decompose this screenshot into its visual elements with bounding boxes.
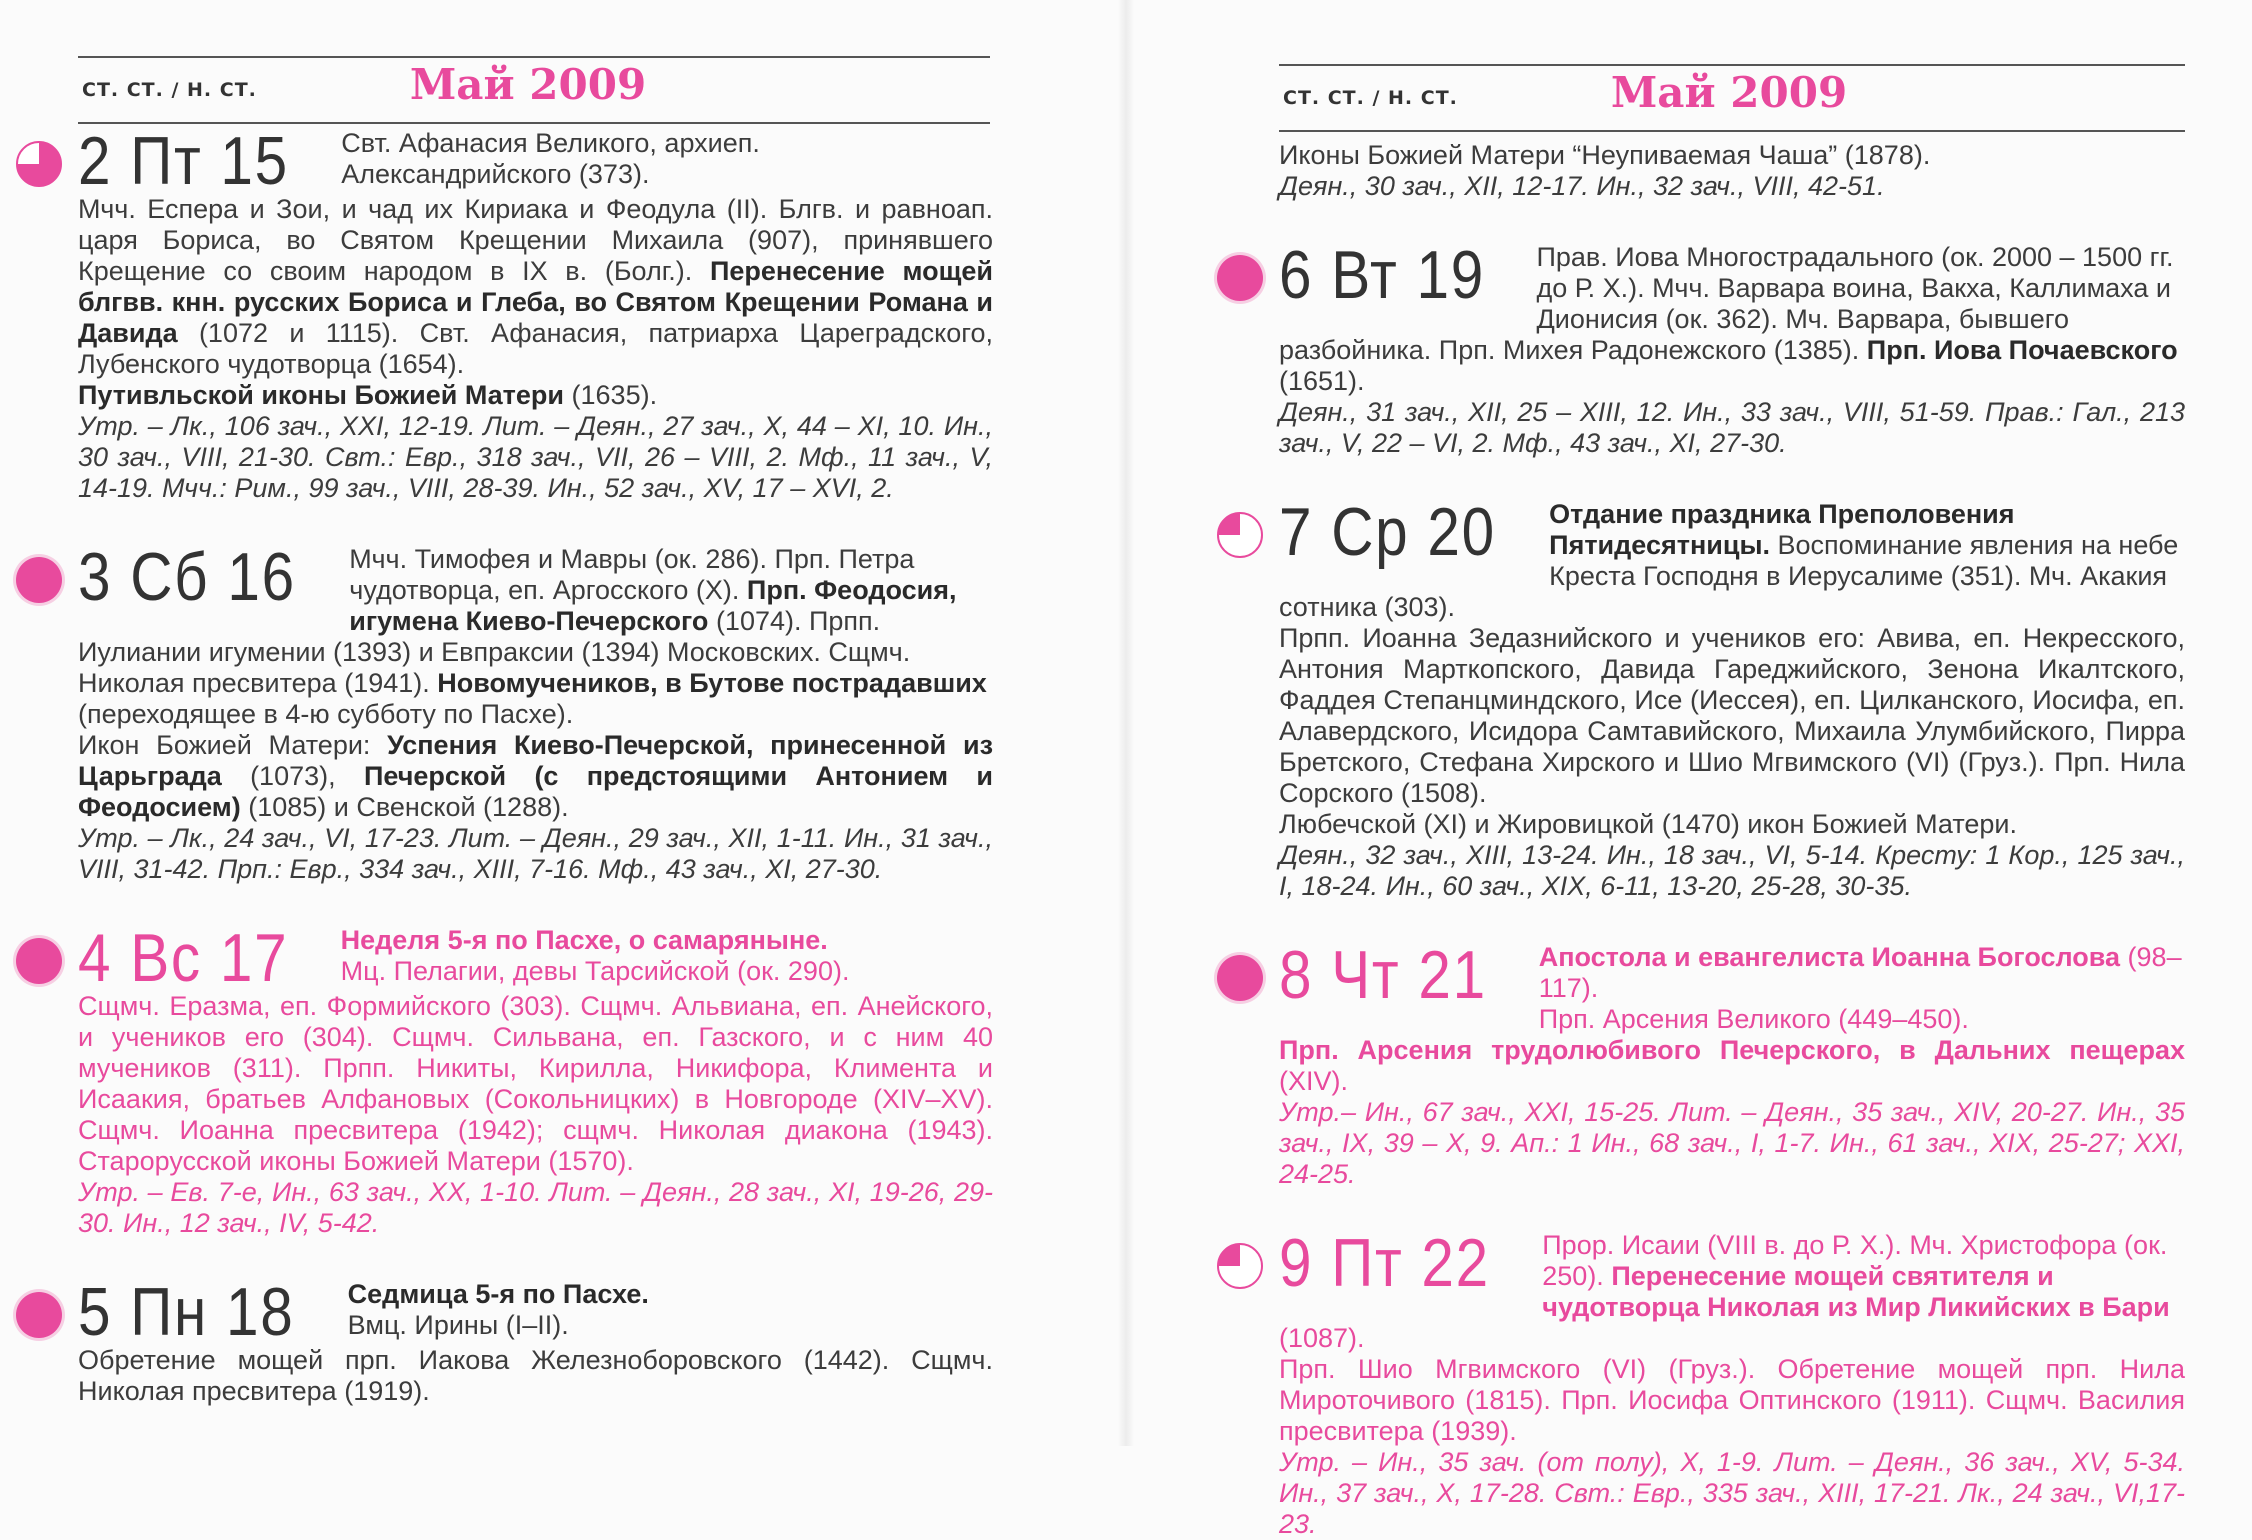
calendar-style-label: СТ. СТ. / Н. СТ. (82, 79, 257, 101)
day-text: Прпп. Иоанна Зедазнийского и учеников его: Авива, еп. Некресского, Антония Марткопского, Давида Гареджийского, Зенона Икалтского, Фаддея Степанцминдского, Исе (Иессея), еп. Цилканского, Иосифа, еп. Алавердского, Исидора Самтавийского, Михаила Улумбийского, Пирра Бретского, Стефана Хирского и Шио Мгвимского (VI) (Груз.). Прп. Нила Сорского (1508). (1279, 623, 2185, 808)
day-readings: Утр. – Ев. 7-е, Ин., 63 зач., XX, 1-10. Лит. – Деян., 28 зач., XI, 19-26, 29-30. Ин., 12 зач., IV, 5-42. (78, 1177, 993, 1238)
day-date: 8 Чт 21 (1279, 937, 1487, 1013)
text-span: Мчч. Тимофея и Мавры (ок. 286). Прп. Петра чудотворца, еп. Аргосского (X). (349, 544, 915, 605)
day-entry-5 (78, 1274, 993, 1407)
day-text (78, 194, 993, 380)
bold-span: Отдание праздника Преполовения Пятидесятницы. (1549, 499, 2015, 560)
page-header (1279, 64, 2185, 132)
text-span: Прав. Иова Многострадального (ок. 2000 – 1500 гг. до Р. Х.). Мчч. Варвара воина, Вакха, Каллимаха и Дионисия (ок. 362). Мч. Варвара, бывшего разбойника. Прп. Михея Радонежского (1385). (1279, 242, 2174, 365)
day-date: 7 Ср 20 (1279, 494, 1496, 570)
text-span: Мчч. Еспера и Зои, и чад их Кириака и Феодула (II). Блгв. и равноап. царя Бориса, во Святом Крещении Михаила (907), принявшего Крещение со своим народом в IX в. (Болг.). (78, 194, 993, 286)
bold-span: Апостола и евангелиста Иоанна Богослова (1538, 942, 2121, 972)
day-heading: Свт. Афанасия Великого, архиеп. Александрийского (373). (341, 128, 760, 189)
day-text: Прп. Шио Мгвимского (VI) (Груз.). Обретение мощей прп. Нила Мироточивого (1815). Прп. Иосифа Оптинского (1911). Сщмч. Василия пресвитера (1939). (1279, 1354, 2185, 1446)
bold-span: Перенесение мощей святителя и чудотворца Николая из Мир Ликийских в Бари (1542, 1261, 2170, 1322)
day-text: Обретение мощей прп. Иакова Железноборовского (1442). Сщмч. Николая пресвитера (1919). (78, 1345, 993, 1406)
text-span: (1073), (250, 761, 336, 791)
bold-span: Прп. Иова Почаевского (1866, 335, 2178, 365)
day-date: 5 Пн 18 (78, 1274, 295, 1350)
day-entry-2 (78, 123, 993, 504)
day-readings: Утр. – Лк., 24 зач., VI, 17-23. Лит. – Деян., 29 зач., XII, 1-11. Ин., 31 зач., VIII, 31-42. Прп.: Евр., 334 зач., XIII, 7-16. Мф., 43 зач., XI, 27-30. (78, 823, 993, 884)
day-readings: Утр. – Ин., 35 зач. (от полу), X, 1-9. Лит. – Деян., 36 зач., XV, 5-34. Ин., 37 зач., X, 17-28. Свт.: Евр., 335 зач., XIII, 17-21. Лк., 24 зач., VI,17-23. (1279, 1447, 2185, 1539)
left-page (0, 0, 1126, 1446)
text-span: Прор. Исаии (VIII в. до Р. Х.). Мч. Христофора (ок. 250). (1542, 1230, 2168, 1291)
day-text: Любечской (XI) и Жировицкой (1470) икон Божией Матери. (1279, 809, 2018, 839)
day-text: Иконы Божией Матери “Неупиваемая Чаша” (1878). (1279, 140, 1931, 170)
bold-span: Путивльской иконы Божией Матери (78, 380, 565, 410)
day-readings: Деян., 30 зач., XII, 12-17. Ин., 32 зач., VIII, 42-51. (1279, 171, 1885, 201)
moon-phase-icon (16, 141, 62, 187)
page-header (78, 56, 990, 124)
text-span: Вмц. Ирины (I–II). (347, 1310, 569, 1340)
day-entry-8 (1279, 937, 2185, 1190)
moon-phase-icon (1217, 1243, 1263, 1289)
text-span: (98–117). (1538, 942, 2182, 1003)
day-date: 2 Пт 15 (78, 123, 289, 199)
bold-span: Перенесение мощей блгвв. кнн. русских Бориса и Глеба, во Святом Крещении Романа и Давида (78, 256, 993, 348)
bold-span: Седмица 5-я по Пасхе. (347, 1279, 649, 1309)
day-entry-9 (1279, 1225, 2185, 1540)
day-readings: Деян., 32 зач., XIII, 13-24. Ин., 18 зач., VI, 5-14. Кресту: 1 Кор., 125 зач., I, 18-24. Ин., 60 зач., XIX, 6-11, 13-20, 25-28, 30-35. (1279, 840, 2185, 901)
moon-phase-icon (16, 1292, 62, 1338)
text-span: (1651). (1279, 366, 1365, 396)
day-date: 3 Сб 16 (78, 539, 296, 615)
day-readings: Утр. – Лк., 106 зач., XXI, 12-19. Лит. – Деян., 27 зач., X, 44 – XI, 10. Ин., 30 зач., VIII, 21-30. Свт.: Евр., 318 зач., VII, 26 – VIII, 2. Мф., 11 зач., V, 14-19. Мчч.: Рим., 99 зач., VIII, 28-39. Ин., 52 зач., XV, 17 – XVI, 2. (78, 411, 993, 503)
text-span: Прп. Арсения Великого (449–450). (1538, 1004, 1969, 1034)
day-text (1279, 1035, 2185, 1097)
bold-span: Новомучеников, в Бутове пострадавших (437, 668, 987, 698)
right-page (1126, 0, 2252, 1539)
moon-phase-icon (16, 938, 62, 984)
day-readings: Деян., 31 зач., XII, 25 – XIII, 12. Ин., 33 зач., VIII, 51-59. Прав.: Гал., 213 зач., V, 22 – VI, 2. Мф., 43 зач., XI, 27-30. (1279, 397, 2185, 458)
day-entry-5-continued (1279, 140, 2185, 202)
day-readings: Утр.– Ин., 67 зач., XXI, 15-25. Лит. – Деян., 35 зач., XIV, 20-27. Ин., 35 зач., IX, 39 – X, 9. Ап.: 1 Ин., 68 зач., I, 1-7. Ин., 61 зач., XIX, 25-27; XXI, 24-25. (1279, 1097, 2185, 1189)
text-span: (1085) и Свенской (1288). (248, 792, 569, 822)
day-date: 6 Вт 19 (1279, 237, 1485, 313)
day-date: 9 Пт 22 (1279, 1225, 1490, 1301)
entries-left (78, 123, 993, 1407)
entries-right (1279, 140, 2185, 1540)
text-span: (1087). (1279, 1323, 1365, 1353)
day-text (78, 730, 993, 823)
text-span: (XIV). (1279, 1066, 1349, 1096)
bold-span: Прп. Арсения трудолюбивого Печерского, в Дальних пещерах (1279, 1035, 2185, 1065)
calendar-style-label: СТ. СТ. / Н. СТ. (1283, 87, 1458, 109)
bold-span: Успения Киево-Печерской, принесенной из Царьграда (78, 730, 993, 791)
moon-phase-icon (1217, 512, 1263, 558)
bold-span: Прп. Феодосия, игумена Киево-Печерского (349, 575, 957, 636)
month-title: Май 2009 (1610, 68, 1848, 117)
bold-span: Неделя 5-я по Пасхе, о самаряныне. (340, 925, 828, 955)
moon-phase-icon (16, 557, 62, 603)
text-span: (1072 и 1115). Свт. Афанасия, патриарха Цареградского, Лубенского чудотворца (1654). (78, 318, 993, 379)
bold-span: Печерской (с предстоящими Антонием и Феодосием) (78, 761, 993, 822)
month-title: Май 2009 (409, 60, 647, 109)
text-span: (1074). Прпп. Иулиании игумении (1393) и Евпраксии (1394) Московских. Сщмч. Николая пресвитера (1941). (78, 606, 911, 698)
day-entry-7 (1279, 494, 2185, 902)
day-text (78, 380, 993, 411)
text-span: Мц. Пелагии, девы Тарсийской (ок. 290). (340, 956, 850, 986)
day-entry-3 (78, 539, 993, 885)
day-text: Сщмч. Еразма, еп. Формийского (303). Сщмч. Альвиана, еп. Анейского, и учеников его (304). Сщмч. Сильвана, еп. Газского, и с ним 40 мучеников (311). Прпп. Никиты, Кирилла, Никифора, Климента и Исаакия, братьев Алфановых (Сокольницких) в Новгороде (XIV–XV). Сщмч. Иоанна пресвитера (1942); сщмч. Николая диакона (1943). Старорусской иконы Божией Матери (1570). (78, 991, 993, 1176)
day-entry-6 (1279, 237, 2185, 459)
text-span: (1635). (571, 380, 658, 410)
moon-phase-icon (1217, 955, 1263, 1001)
text-span: Воспоминание явления на небе Креста Господня в Иерусалиме (351). Мч. Акакия сотника (303). (1279, 530, 2179, 622)
day-date: 4 Вс 17 (78, 920, 289, 996)
moon-phase-icon (1217, 255, 1263, 301)
day-entry-4 (78, 920, 993, 1239)
text-span: Икон Божией Матери: (78, 730, 371, 760)
text-span: (переходящее в 4-ю субботу по Пасхе). (78, 699, 574, 729)
